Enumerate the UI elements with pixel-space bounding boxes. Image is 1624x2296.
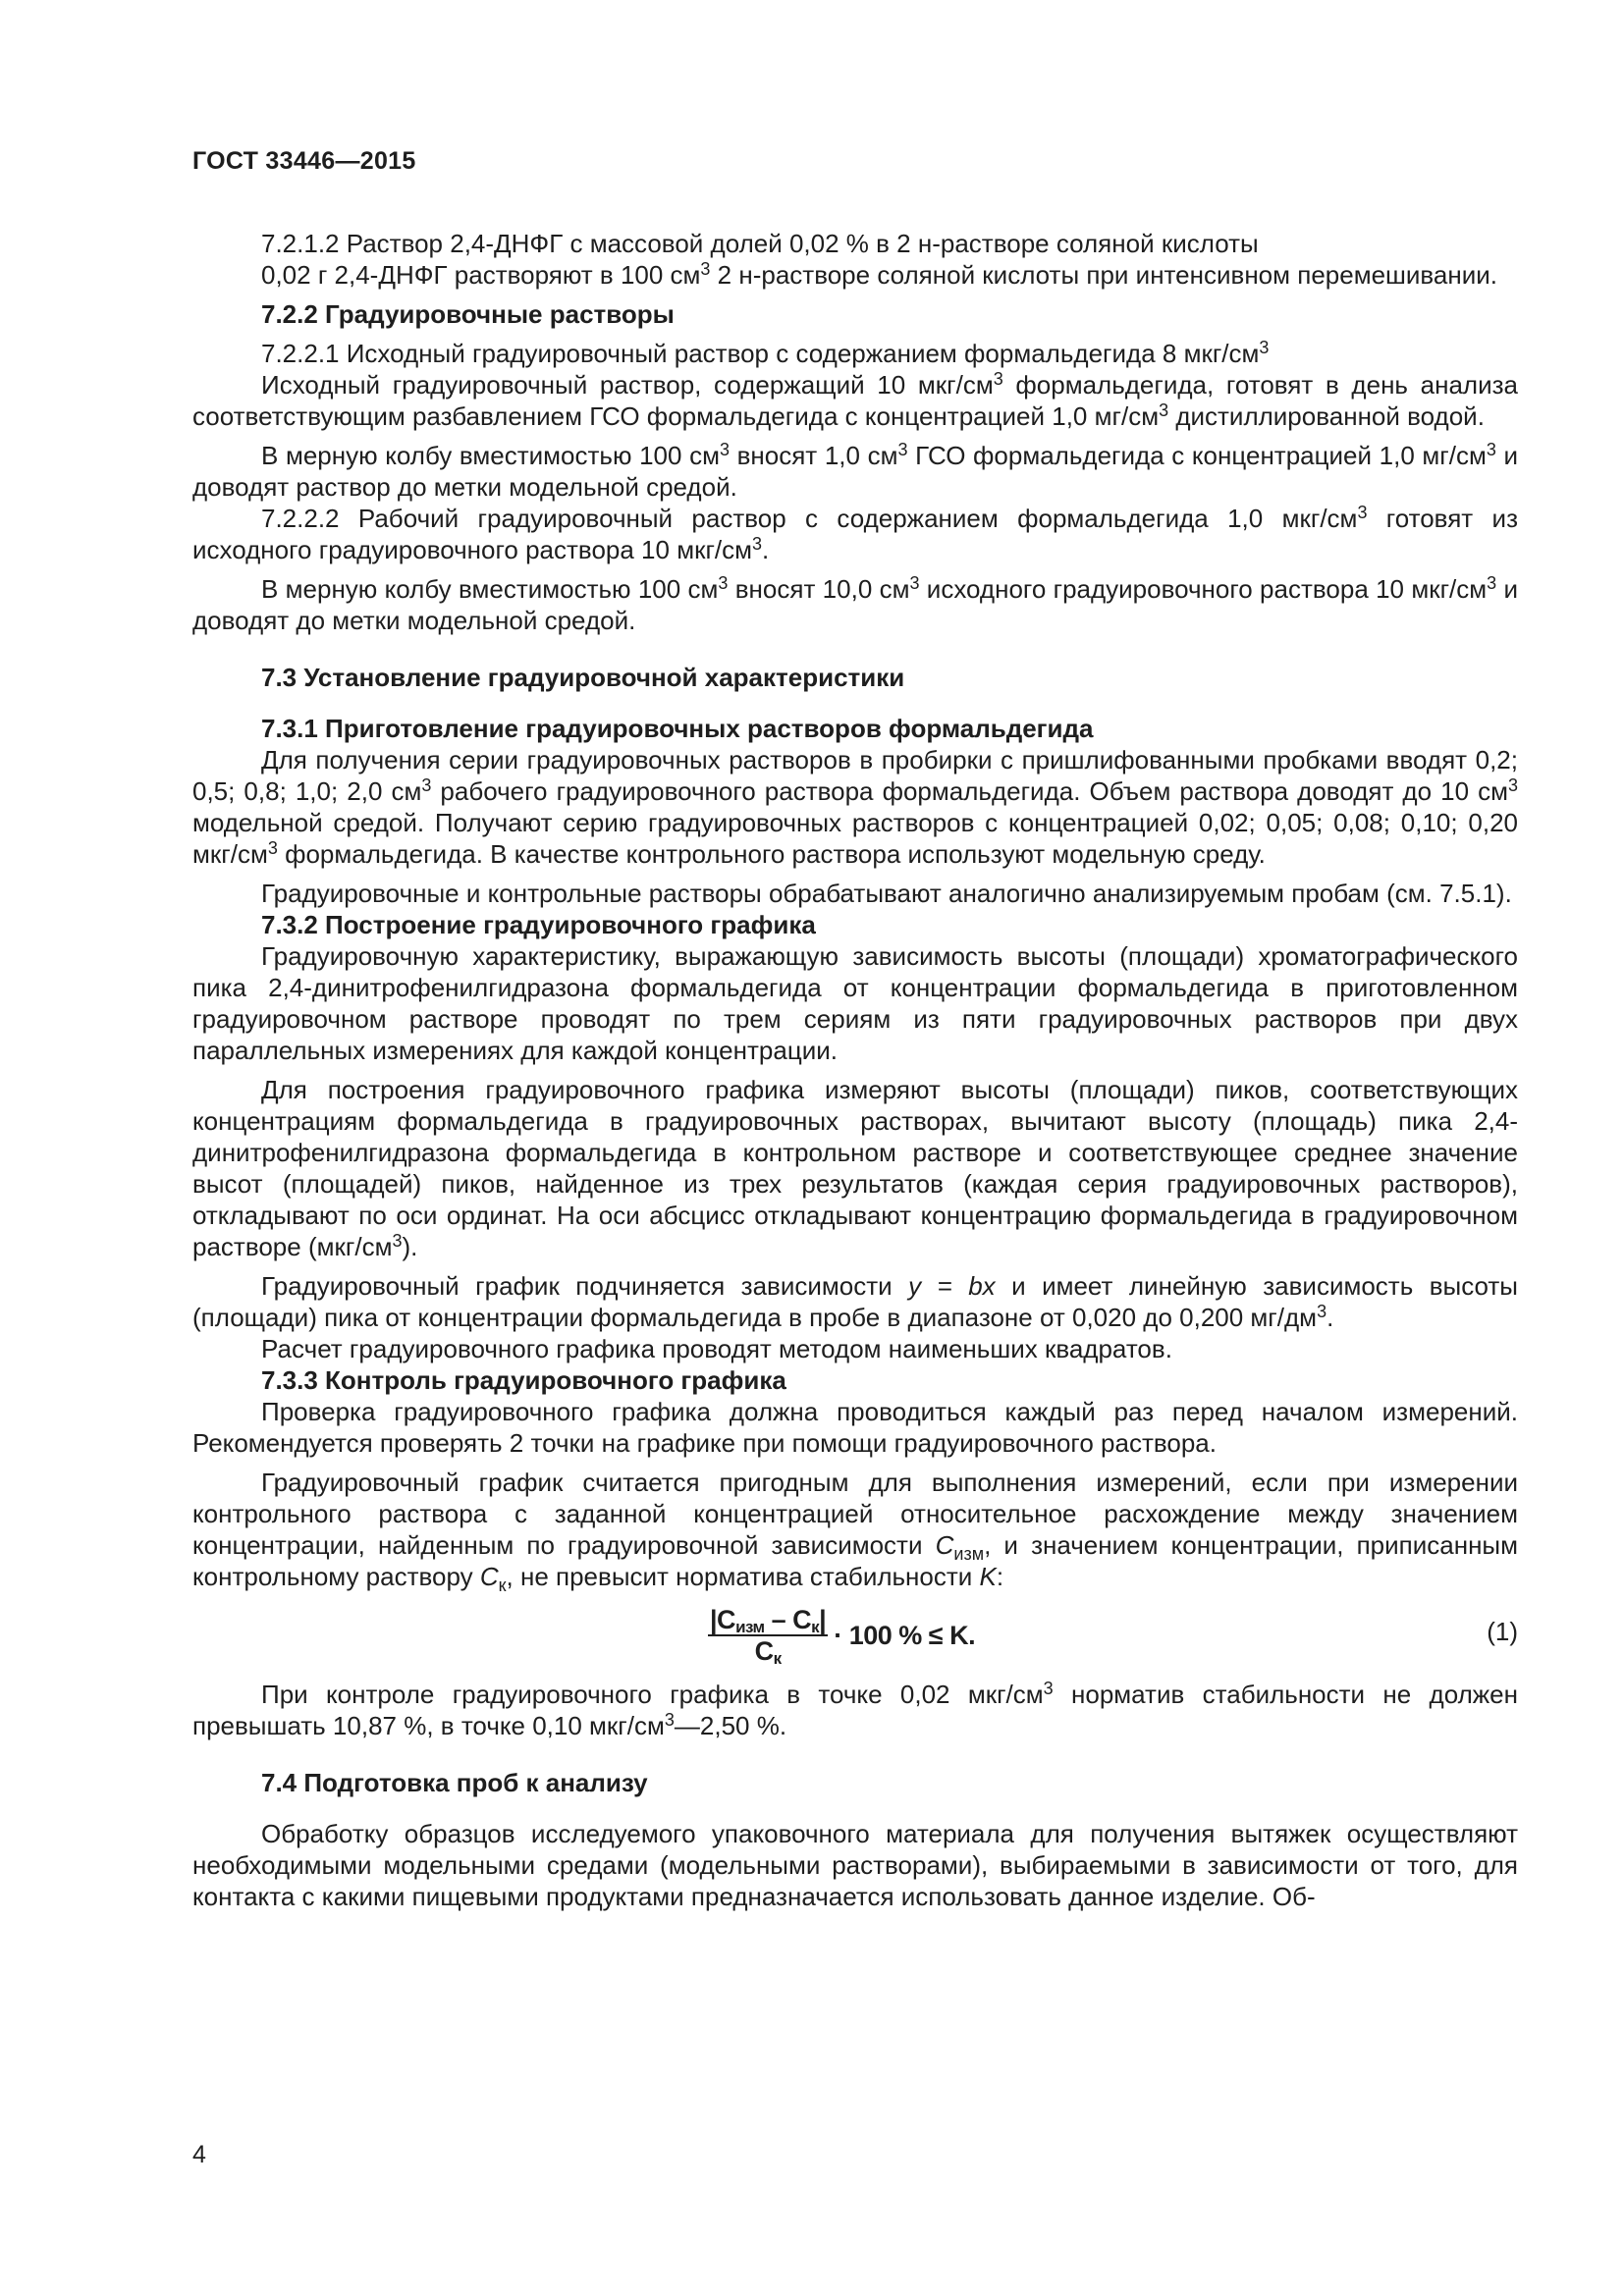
paragraph-7-2-2-2: 7.2.2.2 Рабочий градуировочный раствор с содержанием формальдегида 1,0 мкг/$см^3$ готовят из исходного градуировочного раствора 10 мкг/$см^3$. xyxy=(192,503,1518,564)
paragraph-calibration-characteristic: Градуировочную характеристику, выражающую зависимость высоты (площади) хроматографического пика 2,4-динитрофенилгидразона формальдегида от концентрации формальдегида в приготовленном градуировочном растворе проводят по трем сериям из пяти градуировочных растворов при двух параллельных измерениях для каждой концентрации. xyxy=(192,941,1518,1065)
page-number: 4 xyxy=(192,2141,206,2168)
document-body xyxy=(192,228,1518,1912)
formula-tail: · 100 % ≤ K. xyxy=(834,1621,976,1650)
paragraph-dnfg-preparation: 0,02 г 2,4-ДНФГ растворяют в 100 $см^3$ 2 н-растворе соляной кислоты при интенсивном перемешивании. xyxy=(261,259,1498,290)
paragraph-7-2-1-2: 7.2.1.2 Раствор 2,4-ДНФГ с массовой долей 0,02 % в 2 н-растворе соляной кислоты xyxy=(261,229,1259,258)
formula-1-row xyxy=(192,1604,1518,1667)
formula-stability xyxy=(708,1605,976,1668)
document-header: ГОСТ 33446—2015 xyxy=(192,147,416,175)
paragraph-flask-working: В мерную колбу вместимостью 100 $см^3$ вносят 10,0 $см^3$ исходного градуировочного раствора 10 мкг/$см^3$ и доводят до метки модельной средой. xyxy=(192,573,1519,635)
paragraph-series-preparation: Для получения серии градуировочных растворов в пробирки с пришлифованными пробками вводят 0,2; 0,5; 0,8; 1,0; 2,0 $см^3$ рабочего градуировочного раствора формальдегида. Объем раствора доводят до 10 $см^3$ модельной средой. Получают серию градуировочных растворов с концентрацией 0,02; 0,05; 0,08; 0,10; 0,20 мкг/$см^3$ формальдегида. В качестве контрольного раствора используют модельную среду. xyxy=(192,745,1518,869)
paragraph-control-solutions: Градуировочные и контрольные растворы обрабатывают аналогично анализируемым пробам (см. 7.5.1). xyxy=(261,879,1512,908)
formula-fraction xyxy=(708,1605,828,1668)
heading-7-2-2: 7.2.2 Градуировочные растворы xyxy=(261,299,675,329)
paragraph-graph-construction: Для построения градуировочного графика измеряют высоты (площади) пиков, соответствующих концентрациям формальдегида в градуировочных растворах, вычитают высоту (площадь) пика 2,4-динитрофенилгидразона формальдегида в контрольном растворе и соответствующее среднее значение высот (площадей) пиков, найденное из трех результатов (каждая серия градуировочных растворов), откладывают по оси ординат. На оси абсцисс откладывают концентрацию формальдегида в градуировочном растворе $(мкг/см^3)$. xyxy=(192,1075,1518,1261)
paragraph-flask-gso: В мерную колбу вместимостью 100 $см^3$ вносят 1,0 $см^3$ ГСО формальдегида с концентрацией 1,0 $мг/см^3$ и доводят раствор до метки модельной средой. xyxy=(192,440,1519,502)
heading-7-3-1: 7.3.1 Приготовление градуировочных растворов формальдегида xyxy=(261,714,1094,743)
heading-7-3-2: 7.3.2 Построение градуировочного графика xyxy=(261,910,816,939)
formula-denominator: $C_к$ xyxy=(754,1636,782,1668)
paragraph-least-squares: Расчет градуировочного графика проводят методом наименьших квадратов. xyxy=(261,1334,1172,1363)
paragraph-stability-limits: При контроле градуировочного графика в точке 0,02 мкг/$см^3$ норматив стабильности не должен превышать 10,87 %, в точке 0,10 мкг/$см^3—2,50$ %. xyxy=(192,1679,1518,1740)
formula-numerator: $|C_{изм} - C_к|$ xyxy=(710,1605,827,1636)
paragraph-graph-check: Проверка градуировочного графика должна проводиться каждый раз перед началом измерений. Рекомендуется проверять 2 точки на графике при помощи градуировочного раствора. xyxy=(192,1397,1518,1458)
formula-number: (1) xyxy=(1487,1617,1518,1646)
heading-7-4: 7.4 Подготовка проб к анализу xyxy=(261,1768,648,1797)
heading-7-3: 7.3 Установление градуировочной характеристики xyxy=(261,663,905,692)
paragraph-graph-suitability: Градуировочный график считается пригодным для выполнения измерений, если при измерении контрольного раствора с заданной концентрацией относительное расхождение между значением концентрации, найденным по градуировочной зависимости $C_{изм}$, и значением концентрации, приписанным контрольному раствору $C_к$, не превысит норматива стабильности K: xyxy=(192,1468,1518,1595)
paragraph-7-2-2-1: 7.2.2.1 Исходный градуировочный раствор с содержанием формальдегида 8 мкг/$см^3$ xyxy=(261,338,1270,368)
paragraph-linear-dependence: Градуировочный график подчиняется зависимости y = bx и имеет линейную зависимость высоты (площади) пика от концентрации формальдегида в пробе в диапазоне от 0,020 до 0,200 $мг/дм^3$. xyxy=(192,1271,1518,1332)
paragraph-stock-solution: Исходный градуировочный раствор, содержащий 10 мкг/$см^3$ формальдегида, готовят в день анализа соответствующим разбавлением ГСО формальдегида с концентрацией 1,0 $мг/см^3$ дистиллированной водой. xyxy=(192,369,1518,431)
paragraph-sample-processing: Обработку образцов исследуемого упаковочного материала для получения вытяжек осуществляют необходимыми модельными средами (модельными растворами), выбираемыми в зависимости от того, для контакта с какими пищевыми продуктами предназначается использовать данное изделие. Об- xyxy=(192,1819,1518,1911)
heading-7-3-3: 7.3.3 Контроль градуировочного графика xyxy=(261,1365,786,1395)
